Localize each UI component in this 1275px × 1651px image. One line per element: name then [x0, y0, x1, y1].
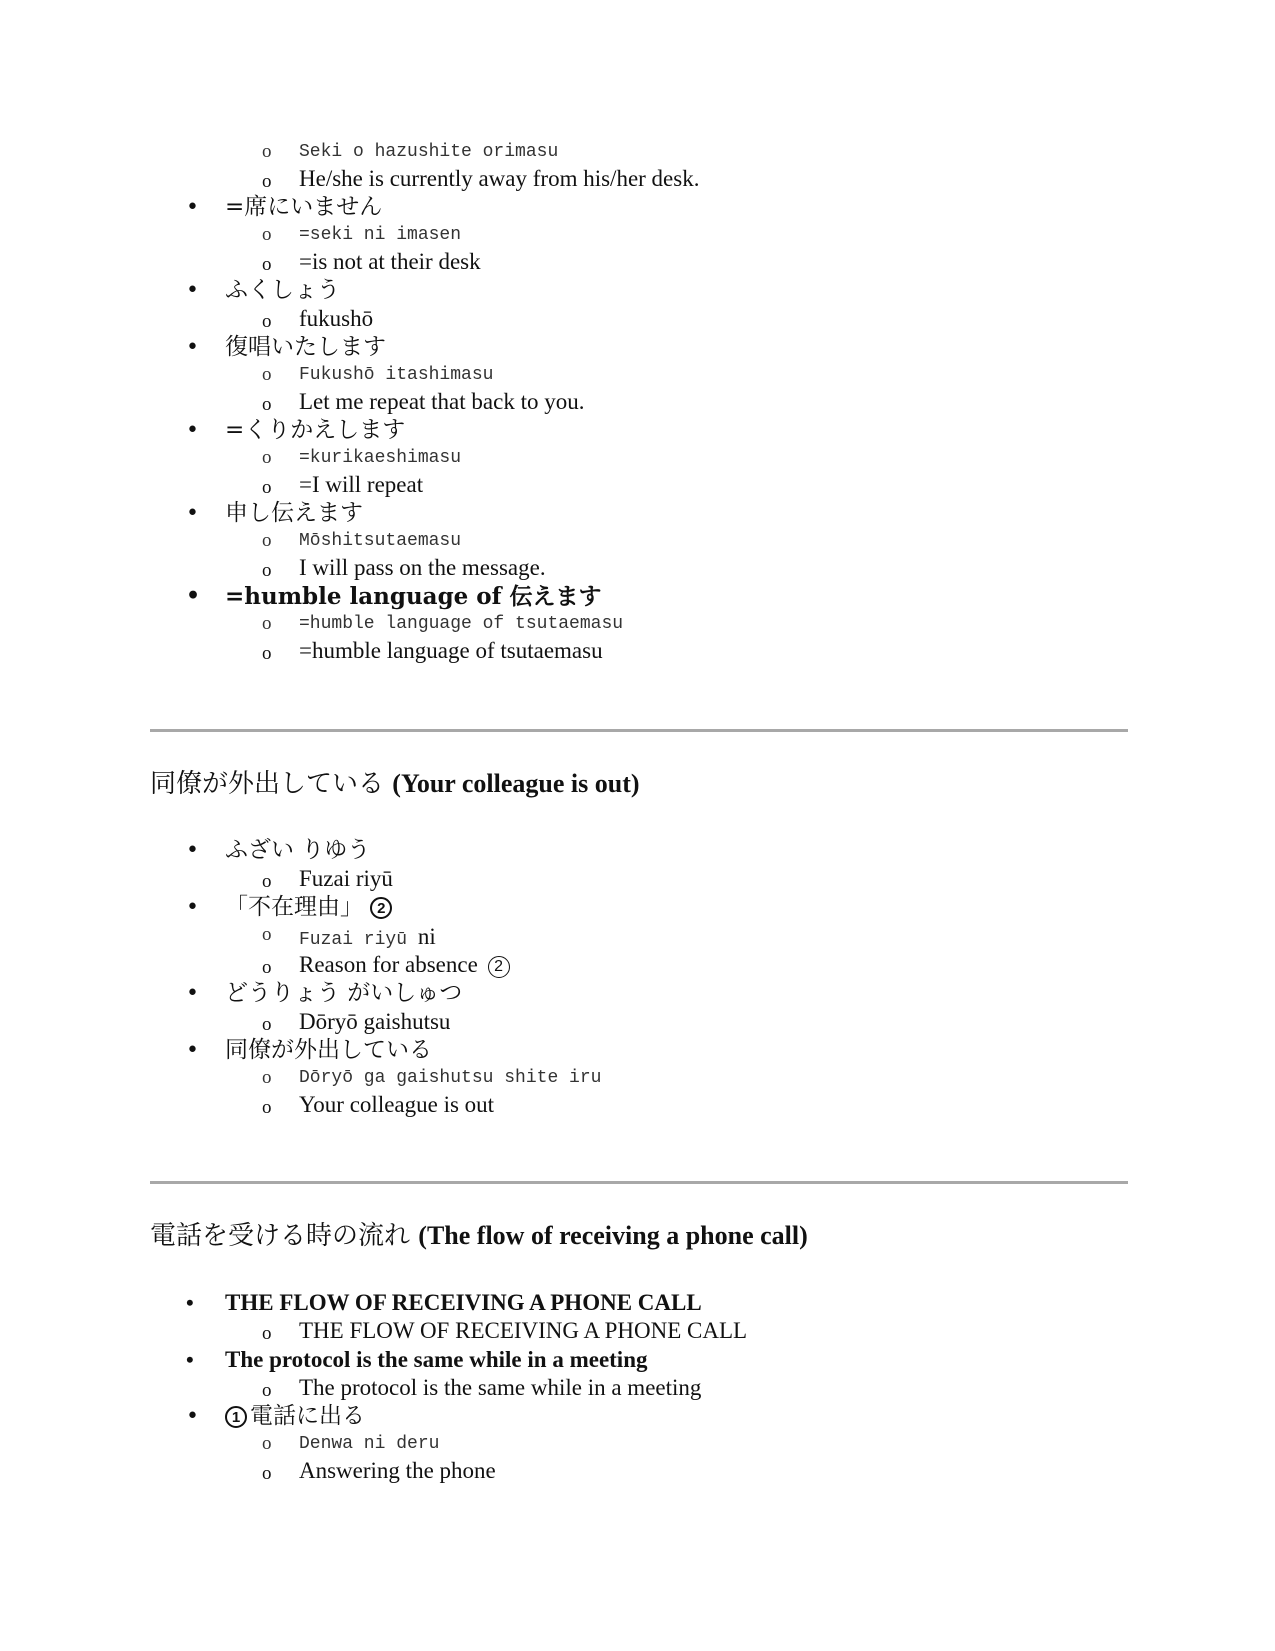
list-item: [0, 416, 1275, 499]
english-line: [0, 1008, 1275, 1036]
list-item: [0, 193, 1275, 276]
section-top: [0, 139, 1275, 665]
list-item: [0, 979, 1275, 1036]
sub-list: [0, 1431, 1275, 1485]
sub-bullet: o: [262, 643, 272, 664]
section-colleague: [0, 836, 1275, 1119]
romaji-text: =humble language of tsutaemasu: [299, 614, 624, 634]
term-line: [0, 979, 1275, 1008]
vocab-list: [0, 1288, 1275, 1485]
english-line: [0, 1374, 1275, 1402]
romaji-text: Fukushō itashimasu: [299, 365, 494, 385]
bullet: •: [186, 1347, 194, 1372]
term-text: =席にいません: [225, 194, 383, 220]
heading-english: (The flow of receiving a phone call): [418, 1221, 808, 1250]
english-line: [0, 1457, 1275, 1485]
sub-list: [0, 1008, 1275, 1036]
sub-bullet: o: [262, 1463, 272, 1484]
term-text: 同僚が外出している: [225, 1037, 432, 1063]
circled-number-1: 1: [225, 1406, 247, 1428]
sub-bullet: o: [262, 1323, 272, 1344]
term-text: 「不在理由」: [225, 894, 363, 920]
bullet: •: [186, 1404, 199, 1429]
vocab-list: [0, 193, 1275, 665]
sub-bullet: o: [262, 1014, 272, 1035]
romaji-line: [0, 139, 1275, 165]
list-item: [0, 836, 1275, 893]
list-item: [0, 1288, 1275, 1345]
sub-list: [0, 865, 1275, 893]
term-line: [0, 1345, 1275, 1374]
term-text: =くりかえします: [225, 417, 406, 443]
sub-bullet: o: [262, 394, 272, 415]
sub-bullet: o: [262, 364, 272, 385]
english-line: [0, 471, 1275, 499]
bullet: •: [186, 278, 199, 303]
bullet: •: [186, 1290, 194, 1315]
english-text: I will pass on the message.: [299, 555, 546, 580]
romaji-text: Seki o hazushite orimasu: [299, 142, 559, 162]
bullet: •: [186, 501, 199, 526]
term-line: [0, 582, 1275, 611]
english-line: [0, 165, 1275, 193]
english-line: [0, 1091, 1275, 1119]
list-item: [0, 1402, 1275, 1485]
english-text: Dōryō gaishutsu: [299, 1009, 451, 1034]
sub-bullet: o: [262, 171, 272, 192]
romaji-line: [0, 528, 1275, 554]
vocab-list: [0, 836, 1275, 1119]
term-text: THE FLOW OF RECEIVING A PHONE CALL: [225, 1290, 702, 1315]
english-text: =I will repeat: [299, 472, 424, 497]
term-line: [0, 836, 1275, 865]
romaji-text: Fuzai riyū: [299, 930, 408, 950]
english-line: [0, 388, 1275, 416]
english-text: The protocol is the same while in a meeting: [299, 1375, 702, 1400]
romaji-text: Denwa ni deru: [299, 1434, 440, 1454]
bullet: •: [186, 981, 199, 1006]
sub-list: [0, 1065, 1275, 1119]
heading-japanese: 電話を受ける時の流れ: [150, 1221, 411, 1251]
sub-bullet: o: [262, 311, 272, 332]
english-line: [0, 951, 1275, 979]
english-text: Let me repeat that back to you.: [299, 389, 585, 414]
sub-bullet: o: [262, 530, 272, 551]
heading-english: (Your colleague is out): [392, 769, 640, 798]
sub-bullet: o: [262, 924, 272, 945]
bullet: •: [186, 583, 201, 609]
english-line: [0, 305, 1275, 333]
bullet: •: [186, 195, 199, 220]
romaji-line: [0, 922, 1275, 951]
sub-bullet: o: [262, 871, 272, 892]
term-line: [0, 193, 1275, 222]
term-line: [0, 416, 1275, 445]
english-text: Reason for absence: [299, 952, 478, 977]
term-line: [0, 333, 1275, 362]
romaji-text: =kurikaeshimasu: [299, 448, 462, 468]
section-heading-colleague: [150, 766, 640, 802]
romaji-line: [0, 445, 1275, 471]
heading-japanese: 同僚が外出している: [150, 769, 385, 799]
english-line: [0, 637, 1275, 665]
english-text: Your colleague is out: [299, 1092, 495, 1117]
sub-bullet: o: [262, 254, 272, 275]
sub-bullet: o: [262, 1097, 272, 1118]
romaji-line: [0, 1065, 1275, 1091]
english-text: He/she is currently away from his/her desk.: [299, 166, 700, 191]
romaji-line: [0, 222, 1275, 248]
section-flow: [0, 1288, 1275, 1485]
romaji-tail: ni: [417, 924, 436, 949]
english-text: THE FLOW OF RECEIVING A PHONE CALL: [299, 1318, 748, 1343]
romaji-line: [0, 611, 1275, 637]
term-text: =humble language of 伝えます: [225, 583, 602, 610]
sub-bullet: o: [262, 613, 272, 634]
romaji-text: =seki ni imasen: [299, 225, 462, 245]
section-divider: [150, 1181, 1128, 1184]
section-divider: [150, 729, 1128, 732]
list-item: [0, 1036, 1275, 1119]
english-line: [0, 248, 1275, 276]
term-line: [0, 1288, 1275, 1317]
romaji-text: Mōshitsutaemasu: [299, 531, 462, 551]
sub-list: [0, 139, 1275, 193]
english-text: =humble language of tsutaemasu: [299, 638, 603, 663]
english-line: [0, 1317, 1275, 1345]
sub-bullet: o: [262, 447, 272, 468]
bullet: •: [186, 895, 199, 920]
sub-bullet: o: [262, 477, 272, 498]
section-heading-flow: [150, 1218, 808, 1254]
sub-bullet: o: [262, 224, 272, 245]
term-text: 電話に出る: [250, 1403, 365, 1429]
sub-bullet: o: [262, 1067, 272, 1088]
list-item: [0, 893, 1275, 979]
sub-bullet: o: [262, 560, 272, 581]
circled-number-2: 2: [488, 956, 510, 978]
english-text: fukushō: [299, 306, 374, 331]
sub-list: [0, 1374, 1275, 1402]
term-text: 申し伝えます: [225, 500, 363, 526]
term-line: [0, 1402, 1275, 1431]
term-text: どうりょう がいしゅつ: [225, 980, 463, 1006]
sub-list: [0, 305, 1275, 333]
english-line: [0, 554, 1275, 582]
sub-list: [0, 611, 1275, 665]
sub-bullet: o: [262, 141, 272, 162]
term-text: The protocol is the same while in a meeting: [225, 1347, 648, 1372]
term-text: ふざい りゆう: [225, 837, 371, 863]
term-line: [0, 276, 1275, 305]
term-text: ふくしょう: [225, 277, 340, 303]
term-text: 復唱いたします: [225, 334, 386, 360]
sub-bullet: o: [262, 1380, 272, 1401]
english-text: Fuzai riyū: [299, 866, 393, 891]
sub-bullet: o: [262, 1433, 272, 1454]
english-text: Answering the phone: [299, 1458, 496, 1483]
bullet: •: [186, 418, 199, 443]
list-item: [0, 1345, 1275, 1402]
term-line: [0, 1036, 1275, 1065]
list-item: [0, 582, 1275, 665]
sub-list: [0, 445, 1275, 499]
romaji-line: [0, 1431, 1275, 1457]
bullet: •: [186, 335, 199, 360]
romaji-text: Dōryō ga gaishutsu shite iru: [299, 1068, 602, 1088]
sub-list: [0, 362, 1275, 416]
english-text: =is not at their desk: [299, 249, 481, 274]
term-line: [0, 499, 1275, 528]
bullet: •: [186, 1038, 199, 1063]
romaji-line: [0, 362, 1275, 388]
sub-list: [0, 222, 1275, 276]
list-item: [0, 333, 1275, 416]
sub-list: [0, 922, 1275, 979]
english-line: [0, 865, 1275, 893]
sub-list: [0, 1317, 1275, 1345]
sub-bullet: o: [262, 957, 272, 978]
sub-list: [0, 528, 1275, 582]
list-item: [0, 499, 1275, 582]
circled-number-2: 2: [370, 897, 392, 919]
term-line: [0, 893, 1275, 922]
bullet: •: [186, 838, 199, 863]
list-item: [0, 276, 1275, 333]
